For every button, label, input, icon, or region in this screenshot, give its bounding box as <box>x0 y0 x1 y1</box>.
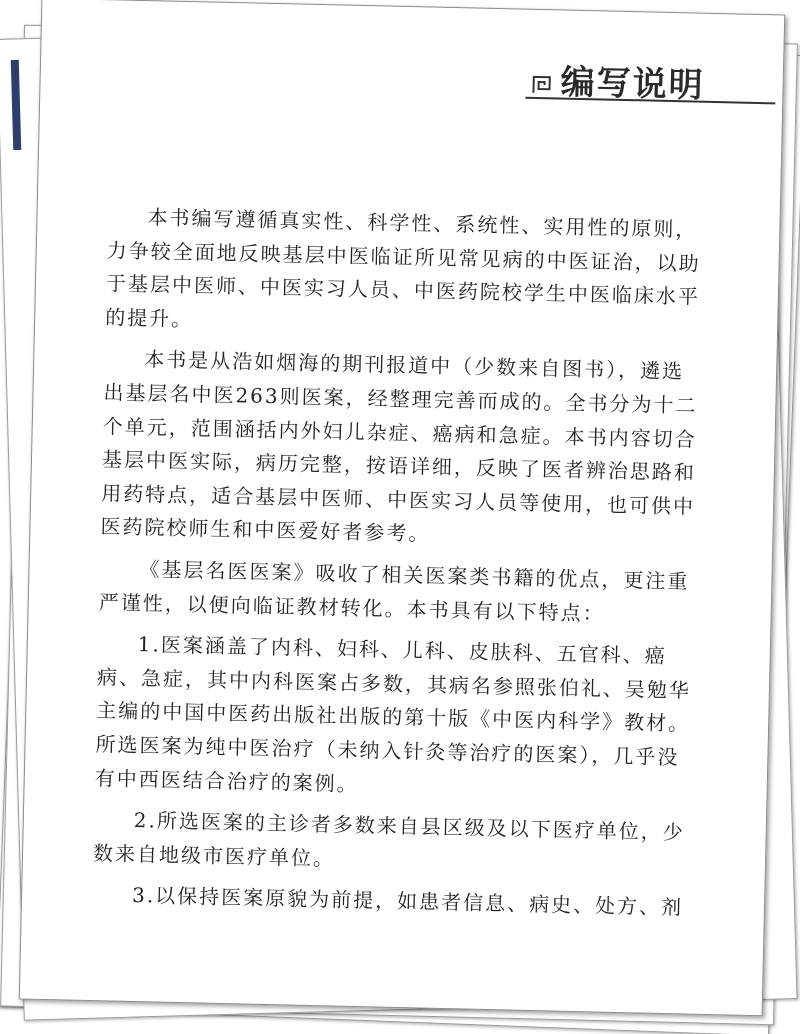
front-page <box>19 0 786 1016</box>
list-item: 1.医案涵盖了内科、妇科、儿科、皮肤科、五官科、癌病、急症，其中内科医案占多数，其病名参照张伯礼、吴勉华主编的中国中医药出版社出版的第十版《中医内科学》教材。所选医案为纯中医治疗（未纳入针灸等治疗的医案），几乎没有中西医结合治疗的案例。 <box>94 632 692 796</box>
fret-ornament-icon <box>530 72 555 97</box>
body-text <box>92 200 708 933</box>
paragraph: 本书是从浩如烟海的期刊报道中（少数来自图书），遴选出基层名中医263则医案，经整理完善而成的。全书分为十二个单元，范围涵括内外妇儿杂症、癌病和急症。本书内容切合基层中医实际，病历完整，按语详细，反映了医者辨治思路和用药特点，适合基层中医师、中医实习人员等使用，也可供中医药院校师生和中医爱好者参考。 <box>100 347 698 546</box>
list-item: 2.所选医案的主诊者多数来自县区级及以下医疗单位，少数来自地级市医疗单位。 <box>92 808 686 871</box>
paragraph: 《基层名医医案》吸收了相关医案类书籍的优点，更注重严谨性，以便向临证教材转化。本书具有以下特点： <box>98 557 690 626</box>
paragraph: 本书编写遵循真实性、科学性、系统性、实用性的原则，力争较全面地反映基层中医临证所见常见病的中医证治，以助于基层中医师、中医实习人员、中医药院校学生中医临床水平的提升。 <box>104 205 701 331</box>
page-header <box>40 0 784 126</box>
page-title: 编写说明 <box>560 62 706 106</box>
list-item: 3.以保持医案原貌为前提，如患者信息、病史、处方、剂 <box>131 883 684 920</box>
